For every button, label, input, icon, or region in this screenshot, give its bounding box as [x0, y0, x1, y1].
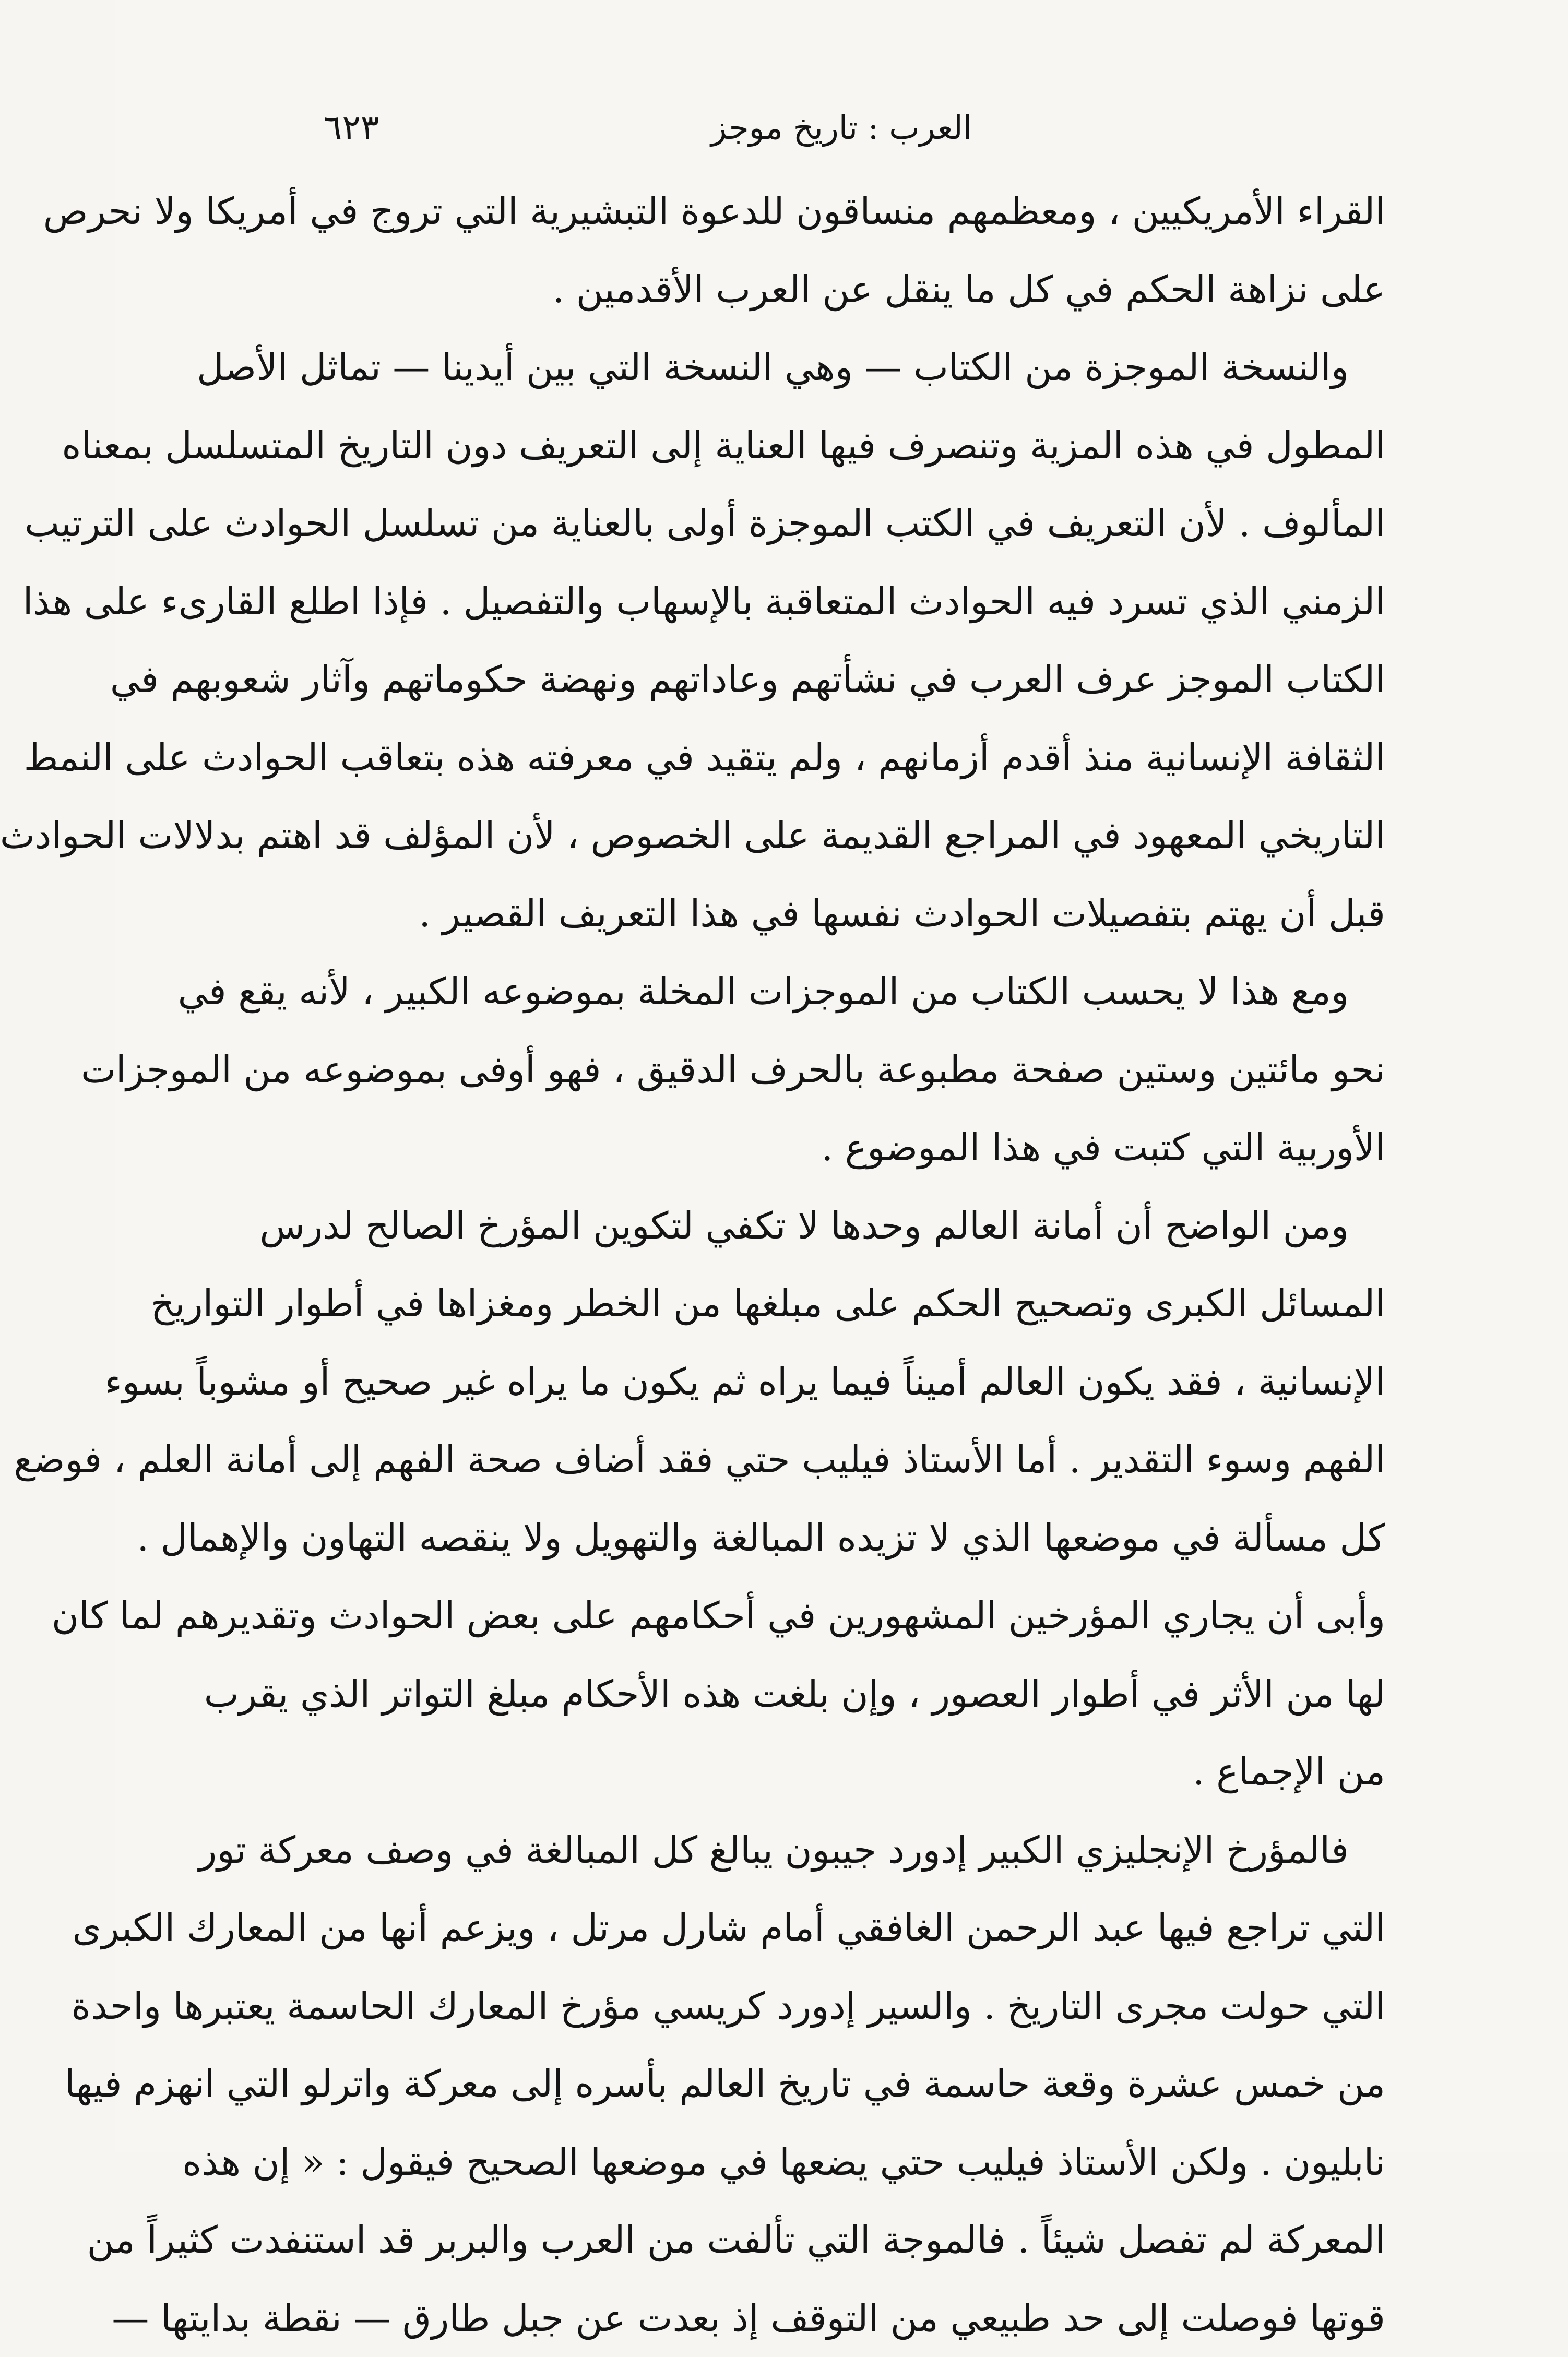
- text-line: ومع هذا لا يحسب الكتاب من الموجزات المخلة بموضوعه الكبير ، لأنه يقع في: [298, 953, 1385, 1031]
- text-line: الأوربية التي كتبت في هذا الموضوع .: [298, 1109, 1385, 1187]
- text-line: التي تراجع فيها عبد الرحمن الغافقي أمام شارل مرتل ، ويزعم أنها من المعارك الكبرى: [298, 1889, 1385, 1967]
- text-line: نابليون . ولكن الأستاذ فيليب حتي يضعها في موضعها الصحيح فيقول : « إن هذه: [298, 2123, 1385, 2201]
- paragraph: [298, 328, 1385, 953]
- book-page: [115, 0, 1568, 2152]
- text-line: من خمس عشرة وقعة حاسمة في تاريخ العالم بأسره إلى معركة واترلو التي انهزم فيها: [298, 2045, 1385, 2123]
- body-text: [298, 172, 1385, 2357]
- page-number: ٦٢٣: [324, 104, 379, 151]
- text-line: الفهم وسوء التقدير . أما الأستاذ فيليب حتي فقد أضاف صحة الفهم إلى أمانة العلم ، فوضع: [298, 1421, 1385, 1499]
- text-line: المطول في هذه المزية وتنصرف فيها العناية إلى التعريف دون التاريخ المتسلسل بمعناه: [298, 407, 1385, 485]
- text-line: القراء الأمريكيين ، ومعظمهم منساقون للدعوة التبشيرية التي تروج في أمريكا ولا نحرص: [298, 172, 1385, 251]
- text-line: التاريخي المعهود في المراجع القديمة على الخصوص ، لأن المؤلف قد اهتم بدلالات الحوادث: [298, 796, 1385, 875]
- text-line: المعركة لم تفصل شيئاً . فالموجة التي تألفت من العرب والبربر قد استنفدت كثيراً من: [298, 2201, 1385, 2279]
- text-line: التي حولت مجرى التاريخ . والسير إدورد كريسي مؤرخ المعارك الحاسمة يعتبرها واحدة: [298, 1967, 1385, 2045]
- text-line: قوتها فوصلت إلى حد طبيعي من التوقف إذ بعدت عن جبل طارق — نقطة بدايتها —: [298, 2279, 1385, 2357]
- paragraph: [298, 1187, 1385, 1811]
- text-line: من الإجماع .: [298, 1733, 1385, 1811]
- text-line: وأبى أن يجاري المؤرخين المشهورين في أحكامهم على بعض الحوادث وتقديرهم لما كان: [298, 1577, 1385, 1655]
- text-line: كل مسألة في موضعها الذي لا تزيده المبالغة والتهويل ولا ينقصه التهاون والإهمال .: [298, 1499, 1385, 1577]
- text-line: المألوف . لأن التعريف في الكتب الموجزة أولى بالعناية من تسلسل الحوادث على الترتيب: [298, 484, 1385, 563]
- text-line: والنسخة الموجزة من الكتاب — وهي النسخة التي بين أيدينا — تماثل الأصل: [298, 328, 1385, 407]
- paragraph: [298, 172, 1385, 328]
- text-line: الكتاب الموجز عرف العرب في نشأتهم وعاداتهم ونهضة حكوماتهم وآثار شعوبهم في: [298, 640, 1385, 719]
- text-line: الزمني الذي تسرد فيه الحوادث المتعاقبة بالإسهاب والتفصيل . فإذا اطلع القارىء على هذا: [298, 563, 1385, 641]
- paragraph: [298, 953, 1385, 1187]
- text-line: فالمؤرخ الإنجليزي الكبير إدورد جيبون يبالغ كل المبالغة في وصف معركة تور: [298, 1811, 1385, 1889]
- text-line: قبل أن يهتم بتفصيلات الحوادث نفسها في هذا التعريف القصير .: [298, 875, 1385, 953]
- text-line: نحو مائتين وستين صفحة مطبوعة بالحرف الدقيق ، فهو أوفى بموضوعه من الموجزات: [298, 1031, 1385, 1109]
- text-line: ومن الواضح أن أمانة العالم وحدها لا تكفي لتكوين المؤرخ الصالح لدرس: [298, 1187, 1385, 1265]
- text-line: الثقافة الإنسانية منذ أقدم أزمانهم ، ولم يتقيد في معرفته هذه بتعاقب الحوادث على النمط: [298, 719, 1385, 797]
- running-header: [298, 104, 1385, 151]
- text-line: لها من الأثر في أطوار العصور ، وإن بلغت هذه الأحكام مبلغ التواتر الذي يقرب: [298, 1655, 1385, 1733]
- text-line: على نزاهة الحكم في كل ما ينقل عن العرب الأقدمين .: [298, 251, 1385, 329]
- text-line: المسائل الكبرى وتصحيح الحكم على مبلغها من الخطر ومغزاها في أطوار التواريخ: [298, 1265, 1385, 1343]
- running-title: العرب : تاريخ موجز: [298, 104, 1385, 151]
- text-line: الإنسانية ، فقد يكون العالم أميناً فيما يراه ثم يكون ما يراه غير صحيح أو مشوباً بسوء: [298, 1343, 1385, 1421]
- paragraph: [298, 1811, 1385, 2357]
